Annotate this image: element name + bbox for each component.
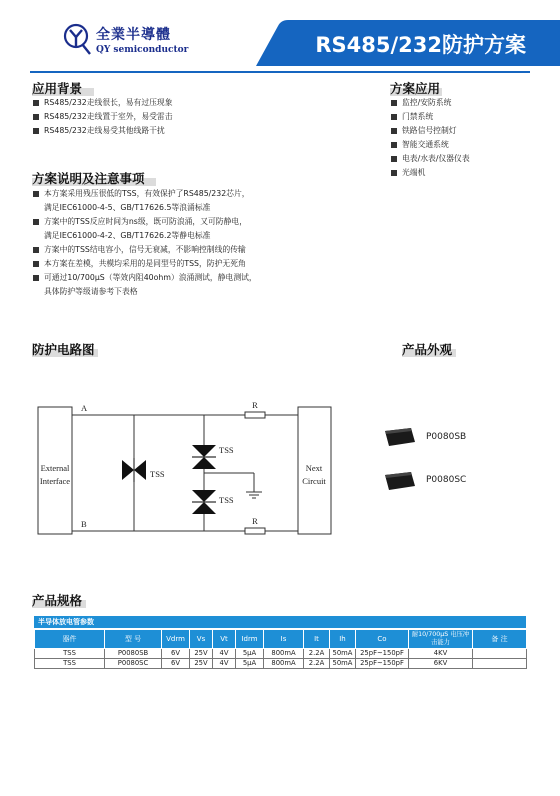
list-item: 方案中的TSS反应时间为ns级，既可防浪涌，又可防静电， 满足IEC61000-4-2、GB/T17626.2等静电标准	[33, 215, 257, 243]
table-cell	[473, 649, 527, 659]
column-header: 器件	[35, 630, 105, 649]
specs-title: 产品规格	[32, 593, 83, 608]
column-header: Vt	[213, 630, 236, 649]
table-cell: 25V	[190, 649, 213, 659]
page-title: RS485/232防护方案	[315, 33, 526, 57]
spec-table	[34, 629, 527, 669]
column-header: 型 号	[105, 630, 162, 649]
resistor-top-label: R	[252, 400, 258, 410]
spec-table-caption-bar	[34, 616, 526, 628]
list-item: RS485/232走线很长，易有过压现象	[33, 96, 173, 110]
table-cell: 25pF~150pF	[356, 659, 409, 669]
list-item: 铁路信号控制灯	[391, 124, 470, 138]
tss-top-label: TSS	[219, 445, 234, 455]
table-header-row	[35, 630, 527, 649]
list-item: 方案中的TSS结电容小，信号无衰减，不影响控制线的传输	[33, 243, 257, 257]
package-label: P0080SB	[426, 432, 467, 442]
table-cell: 4V	[213, 659, 236, 669]
line-a-label: A	[81, 403, 88, 413]
table-cell: 25pF~150pF	[356, 649, 409, 659]
chip-package-icon	[384, 470, 416, 492]
chip-package-icon	[384, 426, 416, 448]
tss-bottom-symbol	[192, 490, 216, 514]
page-header	[0, 0, 560, 68]
table-cell: 2.2A	[304, 649, 330, 659]
external-label-1: External	[40, 463, 70, 473]
table-cell: 4V	[213, 649, 236, 659]
list-item: 门禁系统	[391, 110, 470, 124]
table-cell: 6KV	[409, 659, 473, 669]
resistor-bottom	[245, 528, 265, 534]
column-header: It	[304, 630, 330, 649]
column-header: Co	[356, 630, 409, 649]
external-label-2: Interface	[39, 476, 71, 486]
table-cell: 6V	[162, 659, 190, 669]
resistor-bottom-label: R	[252, 516, 258, 526]
resistor-top	[245, 412, 265, 418]
table-cell: TSS	[35, 649, 105, 659]
column-header: Vs	[190, 630, 213, 649]
company-logo-icon	[62, 22, 94, 56]
background-list	[33, 96, 173, 138]
applications-title: 方案应用	[390, 81, 441, 96]
tss-top-symbol	[192, 445, 216, 469]
list-item: RS485/232走线易受其他线路干扰	[33, 124, 173, 138]
table-row	[35, 649, 527, 659]
column-header: Idrm	[236, 630, 264, 649]
column-header: 备 注	[473, 630, 527, 649]
table-cell: 800mA	[264, 649, 304, 659]
tss-left-symbol	[122, 458, 146, 482]
table-cell: 5μA	[236, 649, 264, 659]
table-cell: 2.2A	[304, 659, 330, 669]
list-item: 智能交通系统	[391, 138, 470, 152]
list-item: 电表/水表/仪器仪表	[391, 152, 470, 166]
column-header: Is	[264, 630, 304, 649]
column-header: Ih	[330, 630, 356, 649]
list-item: 本方案在差模，共模均采用的是同型号的TSS，防护无死角	[33, 257, 257, 271]
next-label-1: Next	[305, 463, 323, 473]
table-cell: 4KV	[409, 649, 473, 659]
background-title: 应用背景	[32, 81, 83, 96]
list-item: RS485/232走线置于室外，易受雷击	[33, 110, 173, 124]
table-cell: P0080SB	[105, 649, 162, 659]
table-cell: 5μA	[236, 659, 264, 669]
notes-title: 方案说明及注意事项	[32, 171, 145, 186]
tss-left-label: TSS	[150, 469, 165, 479]
column-header: Vdrm	[162, 630, 190, 649]
list-item: 监控/安防系统	[391, 96, 470, 110]
company-name-en: QY semiconductor	[96, 45, 189, 55]
table-cell: 6V	[162, 649, 190, 659]
tss-bottom-label: TSS	[219, 495, 234, 505]
list-item: 光端机	[391, 166, 470, 180]
table-cell	[473, 659, 527, 669]
header-divider	[30, 71, 530, 73]
protection-circuit-diagram	[30, 390, 365, 550]
notes-list	[33, 187, 257, 299]
next-label-2: Circuit	[302, 476, 326, 486]
table-cell: TSS	[35, 659, 105, 669]
company-name-cn: 全業半導體	[96, 27, 171, 43]
package-title: 产品外观	[402, 342, 453, 357]
applications-list	[391, 96, 470, 180]
table-cell: 800mA	[264, 659, 304, 669]
line-b-label: B	[81, 519, 87, 529]
list-item: 可通过10/700μS（等效内阻40ohm）浪涌测试，静电测试， 具体防护等级请参考下表格	[33, 271, 257, 299]
column-header: 耐10/700μS 电压冲击能力	[409, 630, 473, 649]
table-cell: P0080SC	[105, 659, 162, 669]
spec-table-caption: 半导体放电管参数	[38, 618, 94, 626]
table-cell: 50mA	[330, 649, 356, 659]
package-label: P0080SC	[426, 475, 467, 485]
table-cell: 25V	[190, 659, 213, 669]
list-item: 本方案采用残压很低的TSS，有效保护了RS485/232芯片， 满足IEC61000-4-5、GB/T17626.5等浪涌标准	[33, 187, 257, 215]
table-cell: 50mA	[330, 659, 356, 669]
circuit-title: 防护电路图	[32, 342, 95, 357]
table-row	[35, 659, 527, 669]
